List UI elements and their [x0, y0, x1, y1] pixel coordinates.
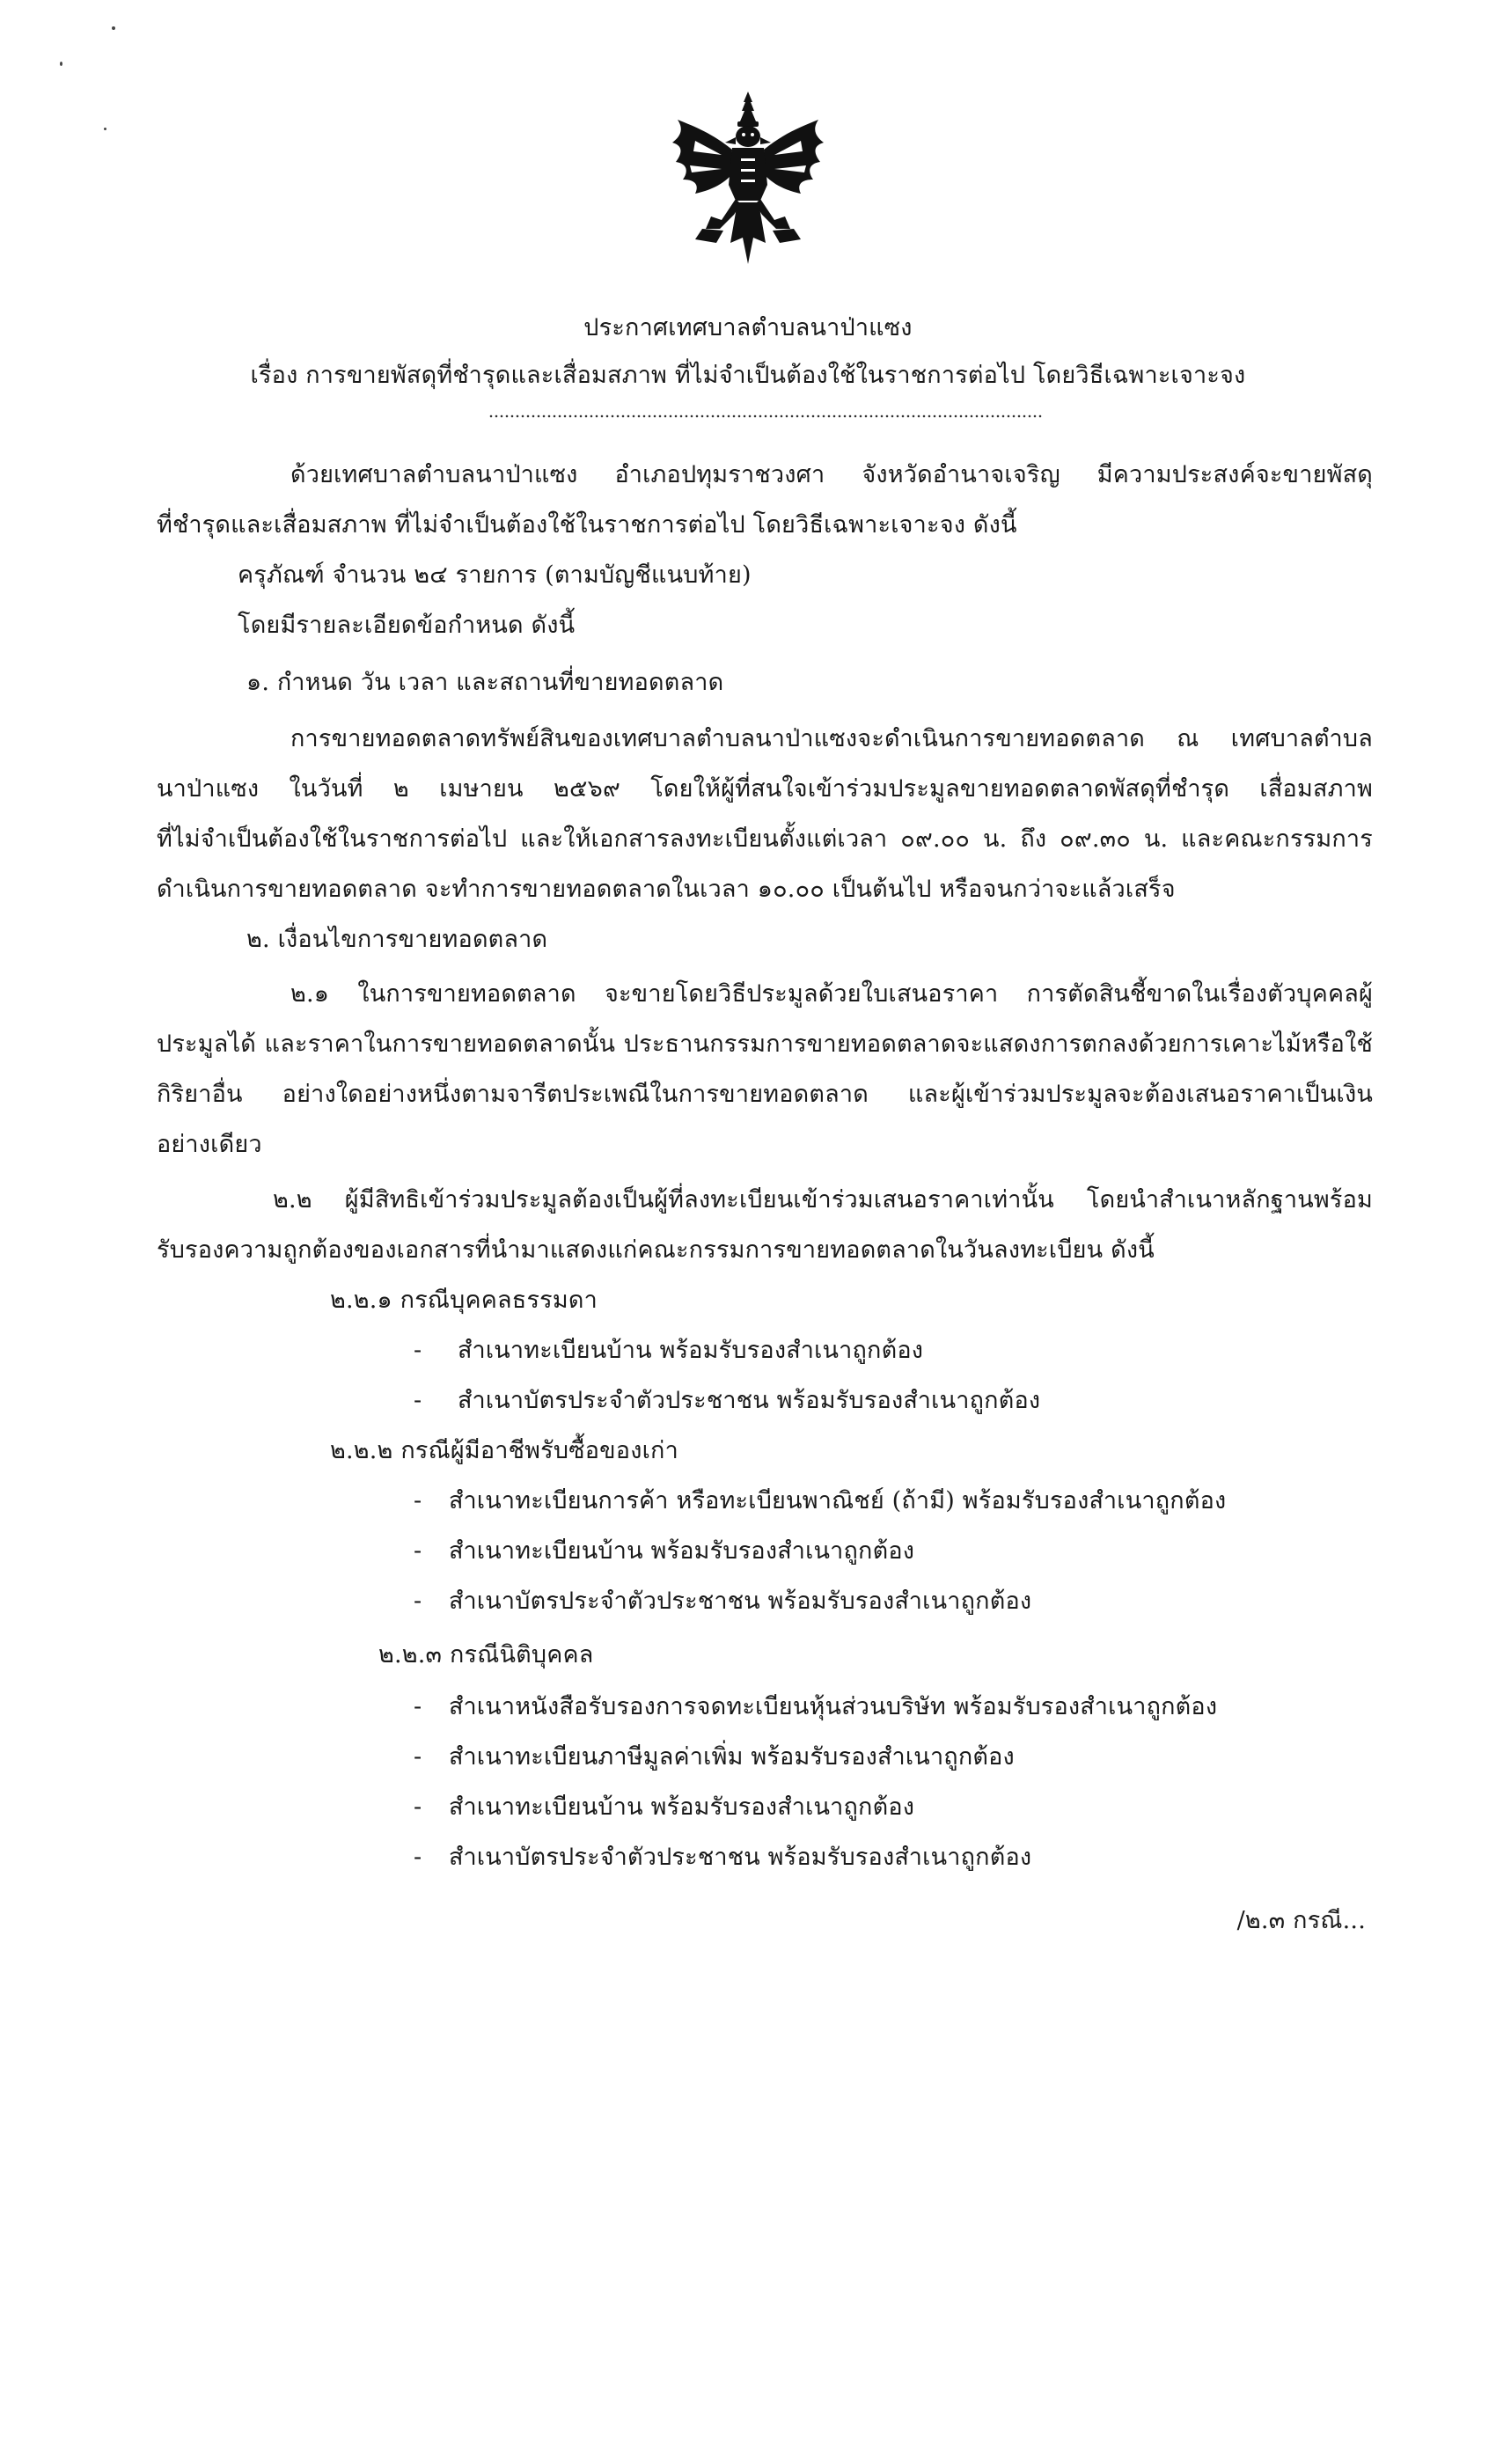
- scan-speck: [112, 26, 115, 30]
- intro-items: ครุภัณฑ์ จำนวน ๒๔ รายการ (ตามบัญชีแนบท้าย): [238, 561, 752, 589]
- section-1-line: ที่ไม่จำเป็นต้องใช้ในราชการต่อไป และให้เอกสารลงทะเบียนตั้งแต่เวลา ๐๙.๐๐ น. ถึง ๐๙.๓๐ น. และคณะกรรมการ: [157, 825, 1373, 853]
- case-2-2-2-heading: ๒.๒.๒ กรณีผู้มีอาชีพรับซื้อของเก่า: [330, 1437, 678, 1464]
- list-item: สำเนาบัตรประจำตัวประชาชน พร้อมรับรองสำเนาถูกต้อง: [449, 1588, 1032, 1615]
- clause-2-2-line: ๒.๒ ผู้มีสิทธิเข้าร่วมประมูลต้องเป็นผู้ที่ลงทะเบียนเข้าร่วมเสนอราคาเท่านั้น โดยนำสำเนาหลักฐานพร้อม: [273, 1186, 1373, 1214]
- clause-2-1-line: ประมูลได้ และราคาในการขายทอดตลาดนั้น ประธานกรรมการขายทอดตลาดจะแสดงการตกลงด้วยการเคาะไม้หรือใช้: [157, 1030, 1373, 1058]
- scan-speck: [60, 62, 62, 66]
- announcement-subject: เรื่อง การขายพัสดุที่ชำรุดและเสื่อมสภาพ ที่ไม่จำเป็นต้องใช้ในราชการต่อไป โดยวิธีเฉพาะเจาะจง: [250, 362, 1246, 389]
- list-item: สำเนาทะเบียนการค้า หรือทะเบียนพาณิชย์ (ถ้ามี) พร้อมรับรองสำเนาถูกต้อง: [449, 1487, 1227, 1514]
- list-bullet: -: [414, 1387, 422, 1414]
- list-bullet: -: [414, 1693, 422, 1720]
- list-bullet: -: [414, 1337, 422, 1364]
- list-item: สำเนาบัตรประจำตัวประชาชน พร้อมรับรองสำเนาถูกต้อง: [458, 1387, 1041, 1414]
- page-continuation: /๒.๓ กรณี...: [1236, 1907, 1366, 1934]
- intro-line-1: ด้วยเทศบาลตำบลนาป่าแซง อำเภอปทุมราชวงศา จังหวัดอำนาจเจริญ มีความประสงค์จะขายพัสดุ: [290, 461, 1373, 488]
- list-item: สำเนาหนังสือรับรองการจดทะเบียนหุ้นส่วนบริษัท พร้อมรับรองสำเนาถูกต้อง: [449, 1693, 1218, 1720]
- list-item: สำเนาทะเบียนภาษีมูลค่าเพิ่ม พร้อมรับรองสำเนาถูกต้อง: [449, 1743, 1015, 1771]
- dotted-separator: [488, 414, 1043, 419]
- list-item: สำเนาบัตรประจำตัวประชาชน พร้อมรับรองสำเนาถูกต้อง: [449, 1844, 1032, 1871]
- case-2-2-3-heading: ๒.๒.๓ กรณีนิติบุคคล: [378, 1641, 594, 1668]
- case-2-2-1-heading: ๒.๒.๑ กรณีบุคคลธรรมดา: [330, 1287, 598, 1314]
- list-bullet: -: [414, 1793, 422, 1821]
- list-bullet: -: [414, 1844, 422, 1871]
- list-bullet: -: [414, 1537, 422, 1565]
- clause-2-1-line: อย่างเดียว: [157, 1131, 262, 1158]
- intro-line-2: ที่ชำรุดและเสื่อมสภาพ ที่ไม่จำเป็นต้องใช้ในราชการต่อไป โดยวิธีเฉพาะเจาะจง ดังนี้: [157, 511, 1017, 539]
- list-bullet: -: [414, 1588, 422, 1615]
- clause-2-1-line: ๒.๑ ในการขายทอดตลาด จะขายโดยวิธีประมูลด้วยใบเสนอราคา การตัดสินชี้ขาดในเรื่องตัวบุคคลผู้: [290, 980, 1373, 1008]
- list-item: สำเนาทะเบียนบ้าน พร้อมรับรองสำเนาถูกต้อง: [458, 1337, 924, 1364]
- list-item: สำเนาทะเบียนบ้าน พร้อมรับรองสำเนาถูกต้อง: [449, 1793, 915, 1821]
- section-2-heading: ๒. เงื่อนไขการขายทอดตลาด: [246, 926, 548, 953]
- agency-title: ประกาศเทศบาลตำบลนาป่าแซง: [583, 314, 913, 341]
- clause-2-2-line: รับรองความถูกต้องของเอกสารที่นำมาแสดงแก่คณะกรรมการขายทอดตลาดในวันลงทะเบียน ดังนี้: [157, 1236, 1155, 1264]
- clause-2-1-line: กิริยาอื่น อย่างใดอย่างหนึ่งตามจารีตประเพณีในการขายทอดตลาด และผู้เข้าร่วมประมูลจะต้องเสนอราคาเป็นเงิน: [157, 1081, 1373, 1108]
- list-bullet: -: [414, 1743, 422, 1771]
- intro-details: โดยมีรายละเอียดข้อกำหนด ดังนี้: [238, 612, 576, 639]
- section-1-heading: ๑. กำหนด วัน เวลา และสถานที่ขายทอดตลาด: [246, 669, 724, 696]
- garuda-emblem-icon: [669, 88, 827, 268]
- section-1-line: นาป่าแซง ในวันที่ ๒ เมษายน ๒๕๖๙ โดยให้ผู้ที่สนใจเข้าร่วมประมูลขายทอดตลาดพัสดุที่ชำรุด เสื่อมสภาพ: [157, 775, 1373, 803]
- scan-speck: [104, 128, 106, 130]
- section-1-line: ดำเนินการขายทอดตลาด จะทำการขายทอดตลาดในเวลา ๑๐.๐๐ เป็นต้นไป หรือจนกว่าจะแล้วเสร็จ: [157, 876, 1176, 903]
- list-bullet: -: [414, 1487, 422, 1514]
- section-1-line: การขายทอดตลาดทรัพย์สินของเทศบาลตำบลนาป่าแซงจะดำเนินการขายทอดตลาด ณ เทศบาลตำบล: [290, 725, 1373, 752]
- list-item: สำเนาทะเบียนบ้าน พร้อมรับรองสำเนาถูกต้อง: [449, 1537, 915, 1565]
